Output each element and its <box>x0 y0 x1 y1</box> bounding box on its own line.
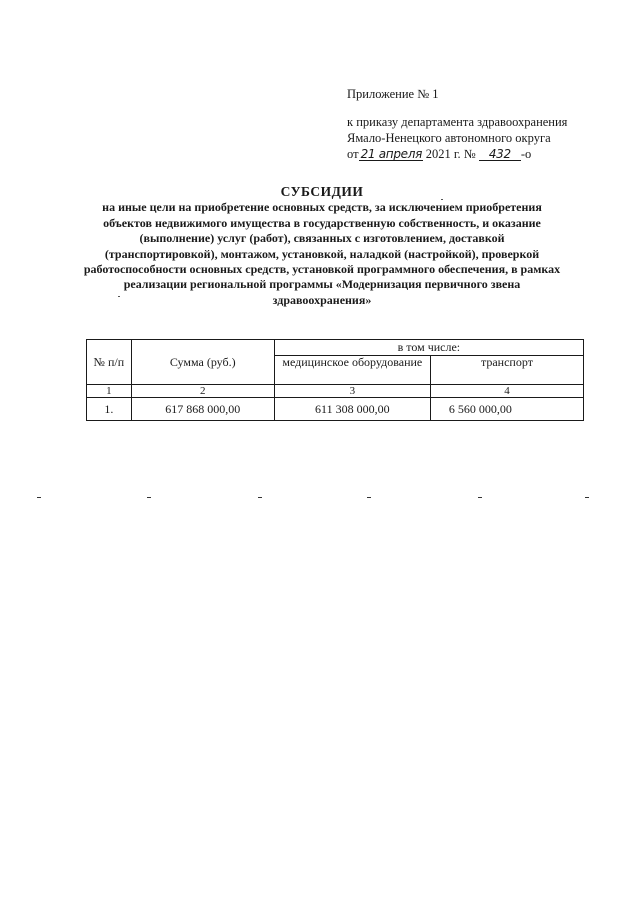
table-index-row <box>87 385 584 398</box>
scan-mark <box>147 497 151 498</box>
header-num: № п/п <box>87 340 132 385</box>
heading-line: здравоохранения» <box>272 292 372 307</box>
row-sum: 617 868 000,00 <box>131 398 274 421</box>
appendix-order-line: к приказу департамента здравоохранения <box>347 115 568 129</box>
year-text: 2021 г. <box>425 147 461 161</box>
row-transport: 6 560 000,00 <box>430 398 583 421</box>
index-cell: 2 <box>131 385 274 398</box>
appendix-date-line <box>347 146 567 162</box>
heading-line: (выполнение) услуг (работ), связанных с изготовлением, доставкой <box>139 231 505 246</box>
scan-speck <box>118 296 120 297</box>
number-prefix: № <box>463 147 476 161</box>
index-cell: 1 <box>87 385 132 398</box>
date-prefix: от <box>347 147 359 161</box>
header-sum: Сумма (руб.) <box>131 340 274 385</box>
heading-line: объектов недвижимого имущества в государственную собственность, и оказание <box>103 215 541 230</box>
heading-line: работоспособности основных средств, установкой программного обеспечения, в рамках <box>83 262 561 277</box>
heading-line: на иные цели на приобретение основных средств, за исключением приобретения <box>102 200 542 215</box>
scan-mark <box>258 497 262 498</box>
index-cell: 3 <box>274 385 430 398</box>
handwritten-number: 432 <box>479 148 521 161</box>
table-row <box>87 398 584 421</box>
subsidy-table <box>86 339 584 421</box>
row-num: 1. <box>87 398 132 421</box>
appendix-title: Приложение № 1 <box>347 87 439 101</box>
appendix-region-line: Ямало-Ненецкого автономного округа <box>347 131 551 145</box>
appendix-block <box>347 86 567 162</box>
heading-line: (транспортировкой), монтажом, установкой, наладкой (настройкой), проверкой <box>104 246 540 261</box>
table-header-row <box>87 340 584 356</box>
scan-mark <box>478 497 482 498</box>
header-medical: медицинское оборудование <box>274 356 430 385</box>
number-suffix: -о <box>520 147 532 161</box>
heading-title: СУБСИДИИ <box>280 184 364 199</box>
scan-mark <box>585 497 589 498</box>
handwritten-date: 21 апреля <box>360 147 423 161</box>
heading-line: реализации региональной программы «Модернизация первичного звена <box>123 277 521 292</box>
document-heading <box>80 184 564 308</box>
header-transport: транспорт <box>430 356 583 385</box>
scan-speck <box>441 199 443 200</box>
scan-mark <box>37 497 41 498</box>
header-including: в том числе: <box>274 340 583 356</box>
row-medical: 611 308 000,00 <box>274 398 430 421</box>
scan-mark <box>367 497 371 498</box>
index-cell: 4 <box>430 385 583 398</box>
